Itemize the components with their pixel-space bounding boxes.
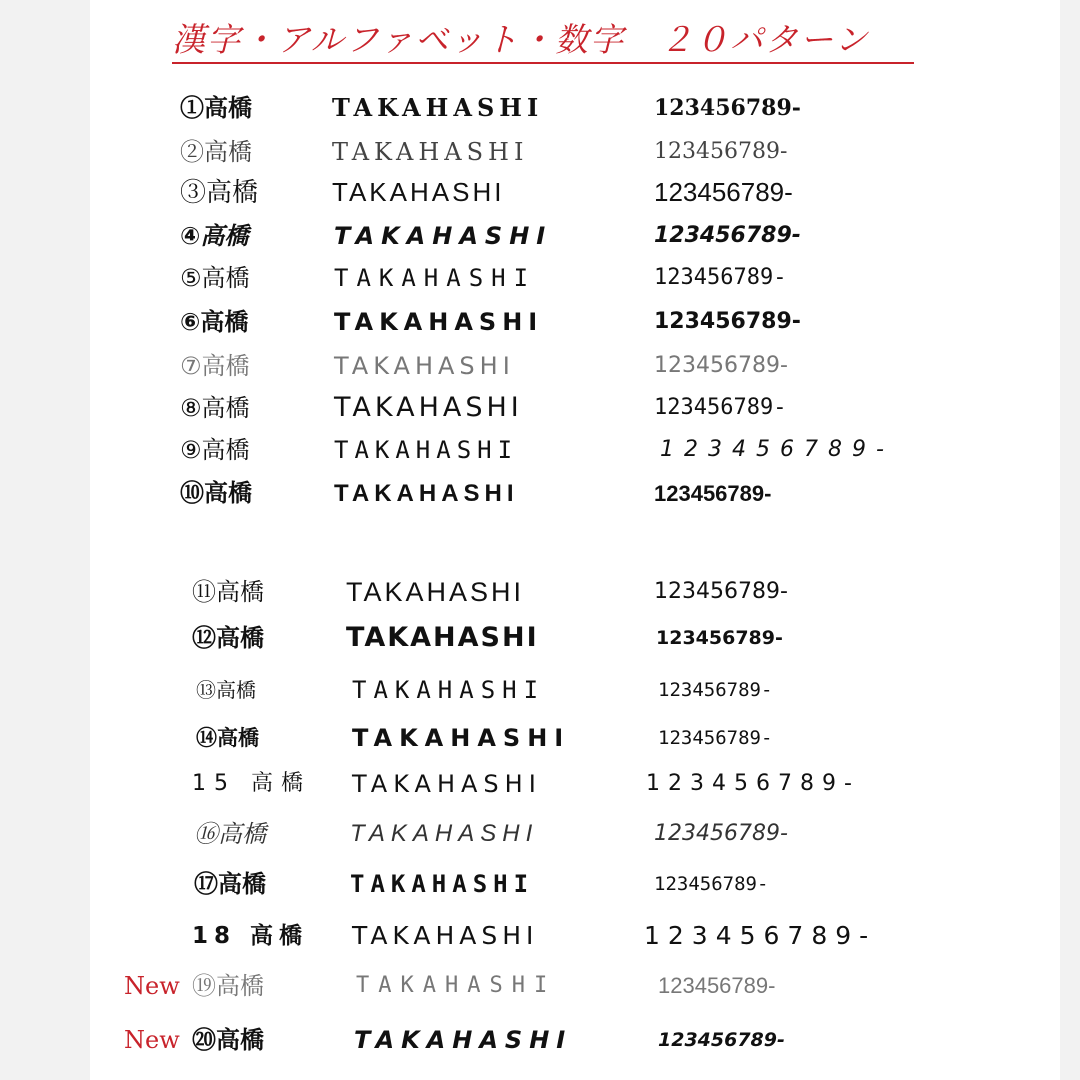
pattern-row-5	[0, 258, 1080, 298]
kanji-sample: 18 高橋	[192, 923, 309, 949]
kanji-sample: ⑭高橋	[196, 726, 259, 750]
kanji-sample: ⑳高橋	[192, 1026, 264, 1054]
page-title: 漢字・アルファベット・数字 ２０パターン	[172, 20, 870, 59]
kanji-sample: ⑯高橋	[194, 820, 266, 848]
number-sample: 123456789-	[660, 437, 894, 462]
alphabet-sample: TAKAHASHI	[332, 93, 544, 122]
pattern-row-12	[0, 618, 1080, 658]
number-sample: 123456789-	[656, 627, 783, 649]
alphabet-sample: TAKAHASHI	[334, 222, 553, 250]
kanji-sample: ⑰高橋	[194, 870, 266, 898]
alphabet-sample: TAKAHASHI	[334, 308, 544, 336]
number-sample: 123456789-	[646, 771, 860, 796]
alphabet-sample: TAKAHASHI	[334, 436, 519, 464]
kanji-sample: ⑩高橋	[180, 480, 252, 507]
number-sample: 123456789-	[644, 921, 877, 950]
number-sample: 123456789-	[654, 309, 801, 334]
kanji-sample: ⑲高橋	[192, 972, 264, 1000]
number-sample: 123456789-	[654, 95, 801, 121]
pattern-row-11	[0, 572, 1080, 612]
number-sample: 123456789-	[654, 223, 801, 248]
kanji-sample: ②高橋	[180, 138, 252, 166]
kanji-sample: ⑦高橋	[180, 352, 250, 380]
alphabet-sample: TAKAHASHI	[354, 1026, 573, 1054]
kanji-sample: ⑥高橋	[180, 308, 249, 336]
new-badge: New	[124, 1026, 180, 1054]
number-sample: 123456789-	[654, 353, 788, 378]
alphabet-sample: TAKAHASHI	[346, 622, 539, 653]
kanji-sample: 15 高橋	[192, 771, 311, 796]
number-sample: 123456789-	[654, 139, 788, 164]
alphabet-sample: TAKAHASHI	[332, 138, 529, 166]
pattern-row-13	[0, 670, 1080, 710]
kanji-sample: ⑫高橋	[192, 624, 264, 652]
number-sample: 123456789-	[658, 1029, 785, 1051]
alphabet-sample: TAKAHASHI	[332, 177, 505, 207]
alphabet-sample: TAKAHASHI	[350, 870, 535, 898]
pattern-row-15	[0, 764, 1080, 804]
number-sample: 123456789-	[658, 973, 776, 998]
number-sample: 123456789-	[654, 395, 787, 420]
pattern-row-6	[0, 302, 1080, 342]
pattern-row-19	[0, 966, 1080, 1006]
number-sample: 123456789-	[654, 265, 787, 290]
pattern-row-7	[0, 346, 1080, 386]
title-underline	[172, 62, 914, 64]
number-sample: 123456789-	[654, 821, 788, 846]
alphabet-sample: TAKAHASHI	[356, 973, 557, 998]
alphabet-sample: TAKAHASHI	[346, 577, 525, 607]
pattern-row-10	[0, 474, 1080, 514]
number-sample: 123456789-	[654, 481, 772, 506]
kanji-sample: ③高橋	[180, 177, 259, 207]
alphabet-sample: TAKAHASHI	[334, 480, 519, 507]
alphabet-sample: TAKAHASHI	[352, 921, 539, 950]
new-badge: New	[124, 972, 180, 1000]
kanji-sample: ⑨高橋	[180, 436, 250, 464]
pattern-row-17	[0, 864, 1080, 904]
pattern-row-16	[0, 814, 1080, 854]
pattern-row-9	[0, 430, 1080, 470]
alphabet-sample: TAKAHASHI	[334, 352, 515, 380]
alphabet-sample: TAKAHASHI	[352, 770, 542, 798]
alphabet-sample: TAKAHASHI	[334, 264, 537, 292]
pattern-row-20	[0, 1020, 1080, 1060]
alphabet-sample: TAKAHASHI	[352, 724, 571, 752]
kanji-sample: ④高橋	[180, 222, 249, 250]
pattern-row-18	[0, 916, 1080, 956]
alphabet-sample: TAKAHASHI	[334, 392, 523, 423]
kanji-sample: ①高橋	[180, 93, 252, 122]
alphabet-sample: TAKAHASHI	[350, 820, 539, 847]
pattern-row-8	[0, 388, 1080, 428]
pattern-row-1	[0, 88, 1080, 128]
pattern-row-3	[0, 172, 1080, 212]
kanji-sample: ⑤高橋	[180, 264, 250, 292]
pattern-row-14	[0, 718, 1080, 758]
pattern-row-2	[0, 132, 1080, 172]
kanji-sample: ⑪高橋	[192, 578, 264, 606]
alphabet-sample: TAKAHASHI	[352, 676, 546, 704]
pattern-row-4	[0, 216, 1080, 256]
number-sample: 123456789-	[654, 579, 788, 604]
number-sample: 123456789-	[658, 679, 773, 701]
number-sample: 123456789-	[654, 873, 769, 895]
number-sample: 123456789-	[654, 177, 793, 207]
kanji-sample: ⑧高橋	[180, 394, 250, 422]
number-sample: 123456789-	[658, 727, 773, 749]
kanji-sample: ⑬高橋	[196, 678, 256, 702]
